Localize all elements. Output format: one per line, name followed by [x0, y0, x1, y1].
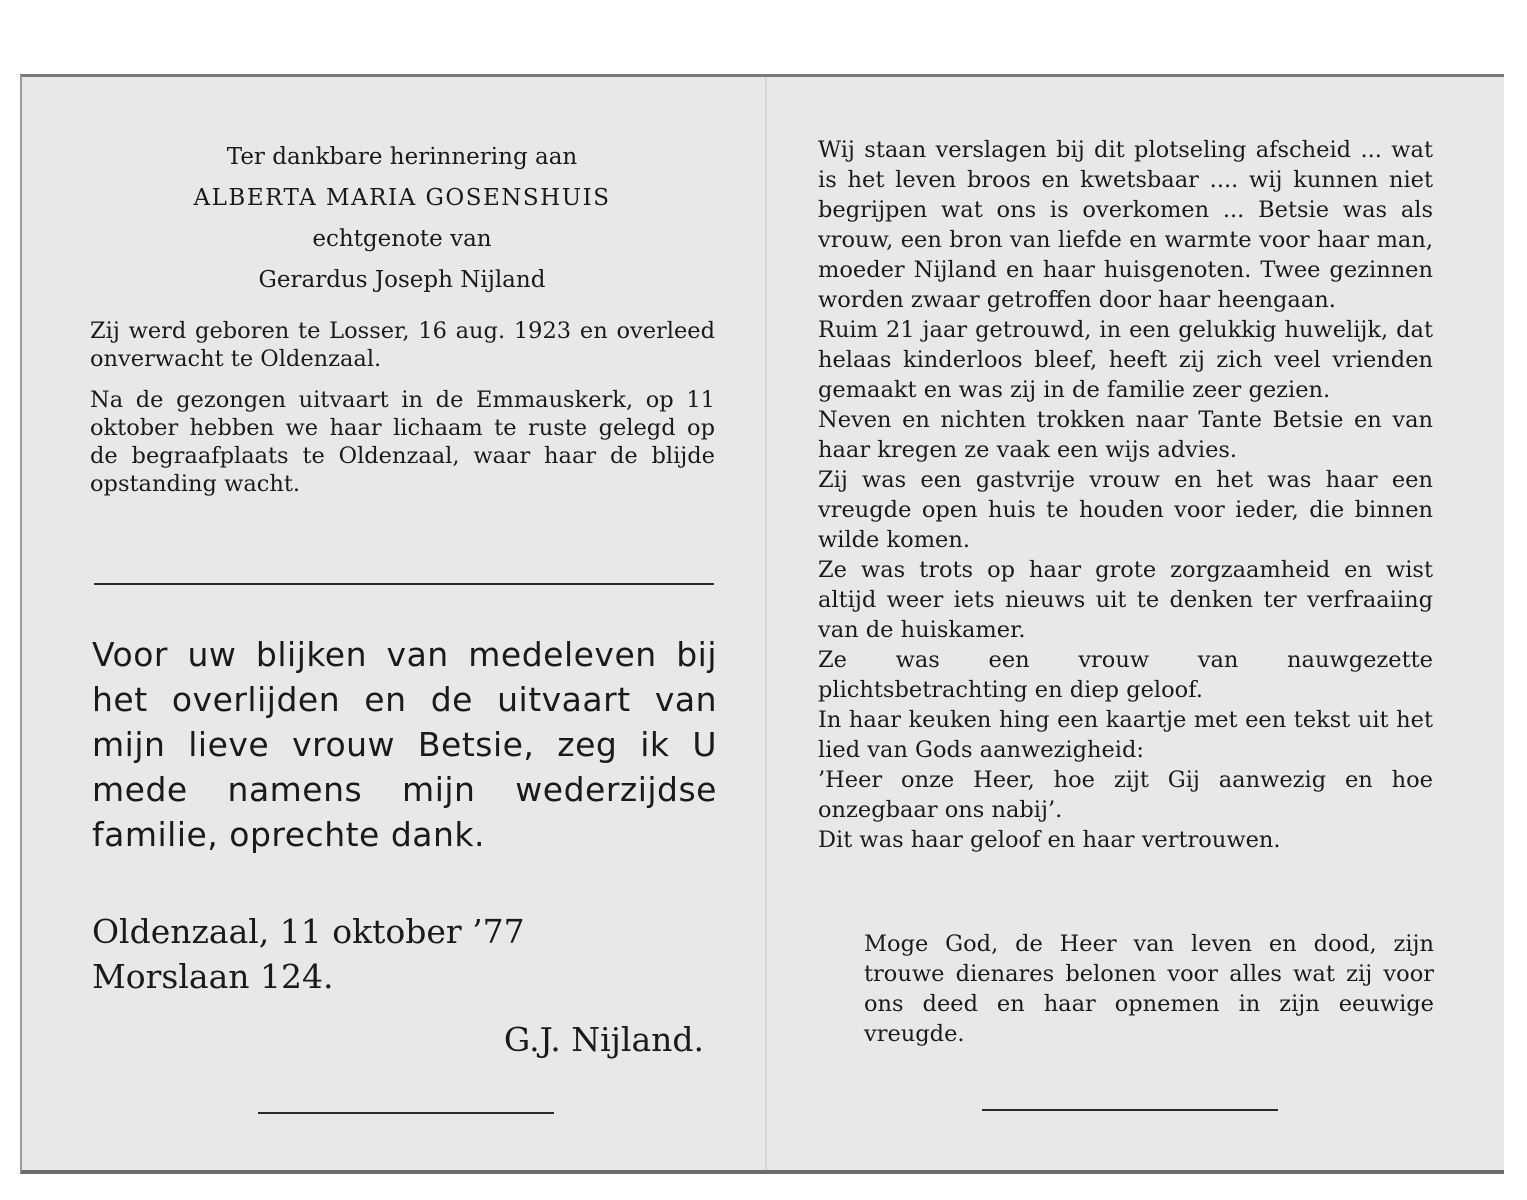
place-date: Oldenzaal, 11 oktober ’77 [92, 912, 525, 951]
deceased-name: ALBERTA MARIA GOSENSHUIS [193, 185, 611, 211]
tribute-paragraph: Zij was een gastvrije vrouw en het was haar een vreugde open huis te houden voor ieder, die binnen wilde komen. [818, 467, 1433, 553]
memorial-header [92, 137, 712, 301]
card-fold [765, 77, 767, 1170]
signature: G.J. Nijland. [503, 1020, 704, 1059]
address: Morslaan 124. [92, 957, 334, 996]
tribute-paragraph: Ruim 21 jaar getrouwd, in een gelukkig huwelijk, dat helaas kinderloos bleef, heeft zij zich veel vrienden gemaakt en was zij in de familie zeer gezien. [818, 317, 1433, 403]
tribute-paragraph: Dit was haar geloof en haar vertrouwen. [818, 827, 1281, 853]
thanks-message [92, 632, 717, 857]
memorial-card [20, 74, 1504, 1174]
tribute-paragraph: Ze was trots op haar grote zorgzaamheid en wist altijd weer iets nieuws uit te denken ter verfraaiing van de huiskamer. [818, 557, 1433, 643]
bottom-rule-left [258, 1112, 554, 1114]
spouse-name: Gerardus Joseph Nijland [258, 267, 546, 293]
quote-paragraph: ’Heer onze Heer, hoe zijt Gij aanwezig en hoe onzegbaar ons nabij’. [818, 767, 1433, 823]
birth-paragraph: Zij werd geboren te Losser, 16 aug. 1923 en overleed onverwacht te Oldenzaal. [90, 318, 715, 372]
tribute-paragraph: Wij staan verslagen bij dit plotseling afscheid ... wat is het leven broos en kwetsbaar .... wij kunnen niet begrijpen wat ons is overkomen ... Betsie was als vrouw, een bron van liefde en warmte voor haar man, moeder Nijland en haar huisgenoten. Twee gezinnen worden zwaar getroffen door haar heengaan. [818, 137, 1433, 313]
prayer-text: Moge God, de Heer van leven en dood, zijn trouwe dienares belonen voor alles wat zij voor ons deed en haar opnemen in zijn eeuwige vreugde. [864, 931, 1434, 1047]
intro-line: Ter dankbare herinnering aan [226, 144, 578, 170]
tribute-paragraph: In haar keuken hing een kaartje met een tekst uit het lied van Gods aanwezigheid: [818, 707, 1433, 763]
bottom-rule-right [982, 1109, 1278, 1111]
prayer [864, 929, 1434, 1049]
place-and-address [92, 909, 717, 999]
biography [90, 317, 715, 511]
funeral-paragraph: Na de gezongen uitvaart in de Emmauskerk, op 11 oktober hebben we haar lichaam te ruste gelegd op de begraafplaats te Oldenzaal, waar haar de blijde opstanding wacht. [90, 387, 715, 497]
divider-line [94, 583, 714, 585]
tribute-text [818, 135, 1433, 855]
tribute-paragraph: Ze was een vrouw van nauwgezette plichtsbetrachting en diep geloof. [818, 647, 1433, 703]
tribute-paragraph: Neven en nichten trokken naar Tante Betsie en van haar kregen ze vaak een wijs advies. [818, 407, 1433, 463]
thanks-paragraph: Voor uw blijken van medeleven bij het overlijden en de uitvaart van mijn lieve vrouw Betsie, zeg ik U mede namens mijn wederzijdse familie, oprechte dank. [92, 635, 717, 854]
relation-line: echtgenote van [312, 226, 492, 252]
